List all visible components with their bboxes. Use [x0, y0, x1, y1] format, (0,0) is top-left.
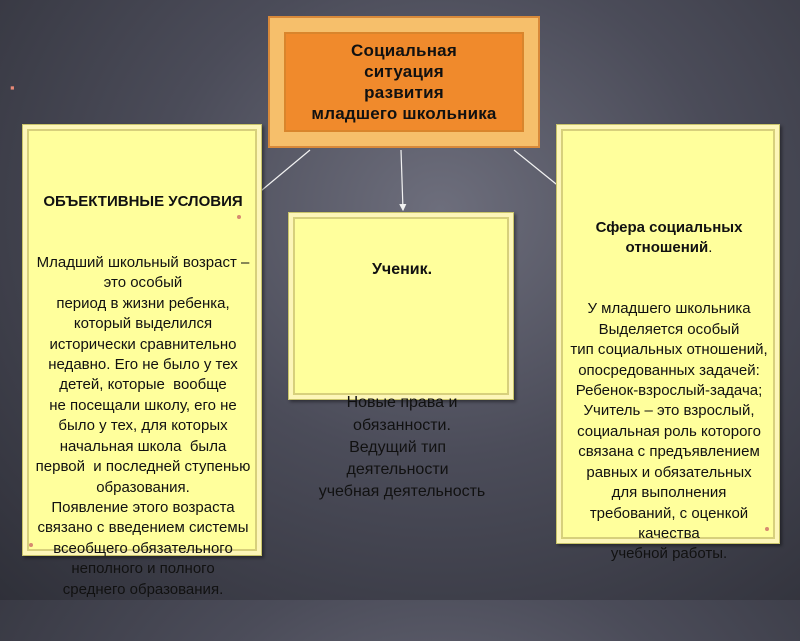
- arrow-to-center-panel: [401, 150, 403, 210]
- social-relations-heading-period: .: [708, 239, 713, 257]
- objective-conditions-text: Младший школьный возраст – это особый период в жизни ребенка, который выделился исторически сравнительно недавно. Его не было у тех детей, которые вообще не посещали школу, его не было у тех, для которых начальная школа была первой и последней ступенью образования. Появление этого возраста связано с введением системы всеобщего обязательного неполного и полного среднего образования.: [35, 254, 251, 598]
- decor-dot: [237, 215, 241, 219]
- social-relations-text: У младшего школьника Выделяется особый тип социальных отношений, опосредованных задачей: Ребенок-взрослый-задача; Учитель – это взрослый, социальная роль которого связана с предъявлением равных и обязательных для выполнения требований, с оценкой качества учебной работы.: [570, 300, 768, 563]
- social-relations-heading: Сфера социальных отношений: [595, 218, 743, 257]
- decor-dot: [29, 543, 33, 547]
- title-text: Социальная ситуация развития младшего школьника: [311, 41, 497, 123]
- student-panel: [288, 212, 514, 501]
- social-relations-panel: [556, 124, 780, 563]
- student-heading: Ученик.: [371, 261, 433, 279]
- decor-dot: [765, 527, 769, 531]
- student-text: Новые права и обязанности. Ведущий тип деятельности учебная деятельность: [318, 394, 486, 501]
- objective-conditions-panel: [22, 124, 262, 598]
- title-box: [268, 16, 540, 148]
- slide-bullet: ▪: [10, 80, 15, 95]
- objective-conditions-heading: ОБЪЕКТИВНЫЕ УСЛОВИЯ: [43, 192, 243, 210]
